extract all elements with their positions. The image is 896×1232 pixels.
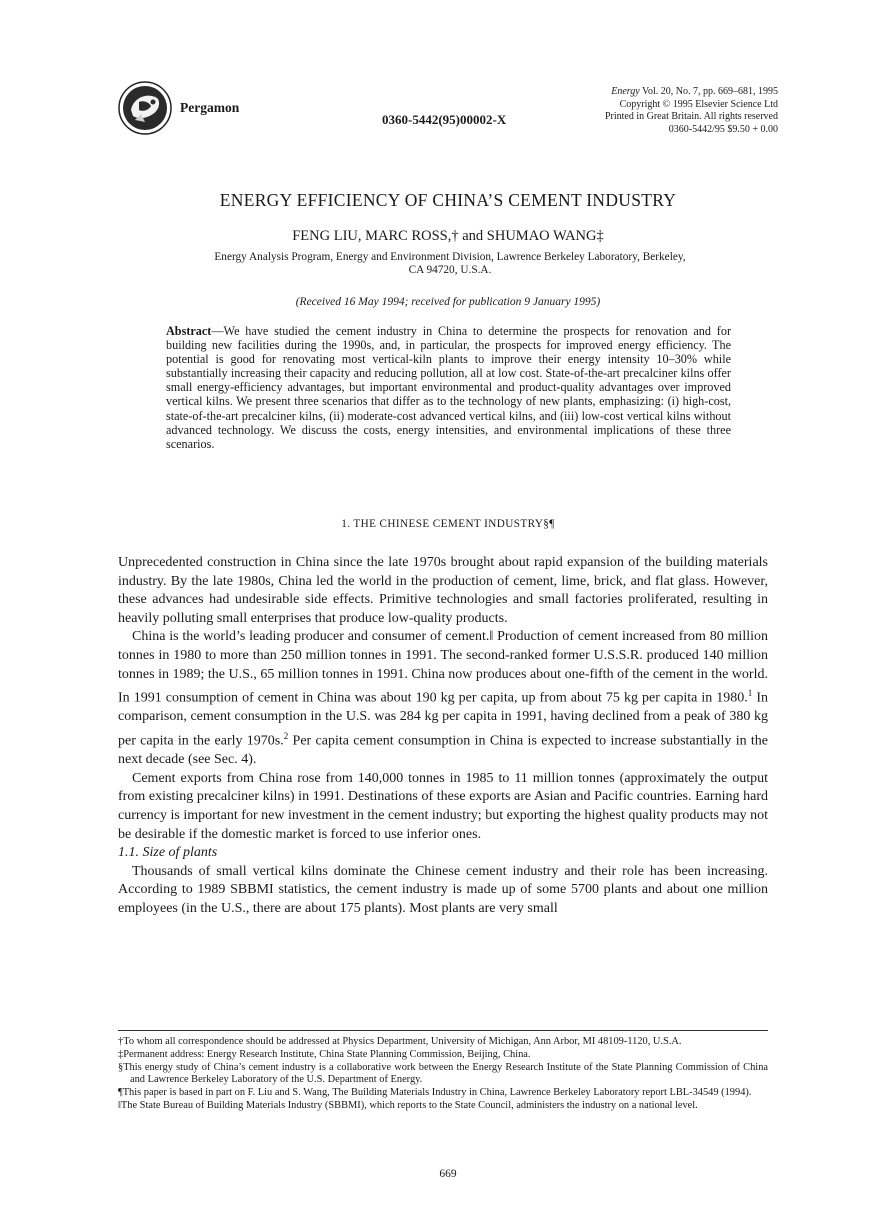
section-heading: 1. THE CHINESE CEMENT INDUSTRY§¶ — [341, 518, 555, 530]
abstract-text: —We have studied the cement industry in China to determine the prospects for renovation and for building new facilities during the 1990s, and, in particular, the prospects for improved energy efficiency. The potential is good for renovating most vertical-kiln plants to improve their energy intensity 10–30% while substantially increasing their capacity and reducing pollution, all at low cost. State-of-the-art precalciner kilns offer small energy-efficiency advantages, but important environmental and product-quality advantages over improved vertical kilns. We present three scenarios that differ as to the technology of new plants, emphasizing: (i) high-cost, state-of-the-art precalciner kilns, (ii) moderate-cost advanced vertical kilns, and (iii) low-cost vertical kilns without advanced technology. We discuss the costs, energy intensities, and environmental implications of these three scenarios. — [166, 324, 731, 451]
article-authors: FENG LIU, MARC ROSS,† and SHUMAO WANG‡ — [292, 228, 604, 244]
received-dates: (Received 16 May 1994; received for publication 9 January 1995) — [295, 296, 601, 308]
abstract — [166, 324, 731, 451]
paragraph-3: Cement exports from China rose from 140,000 tonnes in 1985 to 11 million tonnes (approximately the output from existing precalciner kilns) in 1991. Destinations of these exports are Asian and Pacific countries. Earning hard currency is important for new investment in the cement industry; but exporting the highest quality products may not be desirable if the domestic market is forced to use inferior ones. — [118, 770, 768, 842]
paragraph-4: Thousands of small vertical kilns dominate the Chinese cement industry and their role has been increasing. According to 1989 SBBMI statistics, the cement industry is made up of some 5700 plants and about one million employees (in the U.S., there are about 175 plants). Most plants are very small — [118, 863, 768, 916]
body-text — [118, 554, 768, 919]
journal-info — [478, 86, 778, 136]
page-number: 669 — [439, 1168, 457, 1180]
footnotes — [118, 1036, 768, 1113]
copyright-line: Copyright © 1995 Elsevier Science Ltd — [619, 98, 778, 110]
publisher-name: Pergamon — [180, 100, 240, 115]
pergamon-logo-icon — [117, 80, 173, 136]
subsection-heading: 1.1. Size of plants — [118, 845, 218, 861]
footnote: ‡Permanent address: Energy Research Institute, China State Planning Commission, Beijing, China. — [118, 1048, 531, 1060]
footnote: ¶This paper is based in part on F. Liu and S. Wang, The Building Materials Industry in China, Lawrence Berkeley Laboratory report LBL-34549 (1994). — [118, 1087, 752, 1099]
printed-line: Printed in Great Britain. All rights reserved — [604, 111, 778, 122]
footnote: †To whom all correspondence should be addressed at Physics Department, University of Michigan, Ann Arbor, MI 48109-1120, U.S.A. — [118, 1036, 682, 1047]
footnote-rule — [118, 1030, 768, 1031]
issn-price-line: 0360-5442/95 $9.50 + 0.00 — [668, 123, 778, 135]
footnote: ‖The State Bureau of Building Materials Industry (SBBMI), which reports to the State Council, administers the industry on a national level. — [118, 1099, 698, 1111]
abstract-label: Abstract — [166, 324, 212, 338]
author-affiliation: Energy Analysis Program, Energy and Environment Division, Lawrence Berkeley Laboratory, Berkeley, CA 94720, U.S.A. — [214, 251, 686, 276]
article-title: ENERGY EFFICIENCY OF CHINA’S CEMENT INDUSTRY — [219, 190, 677, 210]
journal-citation: Energy Vol. 20, No. 7, pp. 669–681, 1995 — [611, 86, 778, 97]
paragraph-2: China is the world’s leading producer and consumer of cement.‖ Production of cement increased from 80 million tonnes in 1980 to more than 250 million tonnes in 1991. The second-ranked former U.S.S.R. produced 140 million tonnes in 1989; the U.S., 65 million tonnes in 1991. China now produces about one-fifth of the cement in the world. In 1991 consumption of cement in China was about 190 kg per capita, up from about 75 kg per capita in 1980.$^1$ In comparison, cement consumption in the U.S. was 284 kg per capita in 1991, having declined from a peak of 380 kg per capita in the early 1970s.$^2$ Per capita cement consumption in China is expected to increase substantially in the next decade (see Sec. 4). — [118, 629, 768, 768]
footnote: §This energy study of China’s cement industry is a collaborative work between the Energy Research Institute of the State Planning Commission of China and Lawrence Berkeley Laboratory of the U.S. Department of Energy. — [118, 1061, 768, 1086]
paragraph-1: Unprecedented construction in China since the late 1970s brought about rapid expansion of the building materials industry. By the late 1980s, China led the world in the production of cement, lime, brick, and flat glass. However, these advances had undesirable side effects. Primitive technologies and small factories proliferated, resulting in heavily polluting small enterprises that produce low-quality products. — [118, 555, 768, 626]
article-doi: 0360-5442(95)00002-X — [382, 112, 507, 127]
